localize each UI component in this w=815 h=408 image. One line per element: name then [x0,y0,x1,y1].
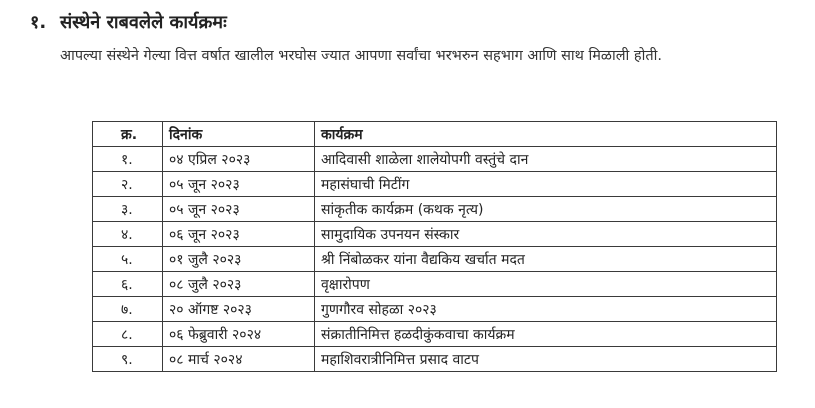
cell-program: संक्रातीनिमित्त हळदीकुंकवाचा कार्यक्रम [315,322,777,347]
cell-serial: २. [93,172,163,197]
table-row [93,297,777,322]
cell-program: आदिवासी शाळेला शालेयोपगी वस्तुंचे दान [315,147,777,172]
header-date: दिनांक [163,122,315,147]
cell-program: श्री निंबोळकर यांना वैद्यकिय खर्चात मदत [315,247,777,272]
cell-program: गुणगौरव सोहळा २०२३ [315,297,777,322]
cell-date: २० ऑगष्ट २०२३ [163,297,315,322]
intro-paragraph: आपल्या संस्थेने गेल्या वित्त वर्षात खालील भरघोस ज्यात आपणा सर्वांचा भरभरुन सहभाग आणि साथ मिळाली होती. [60,48,662,64]
cell-program: वृक्षारोपण [315,272,777,297]
table-row [93,197,777,222]
cell-serial: ३. [93,197,163,222]
table-header-row [93,122,777,147]
cell-date: ०५ जून २०२३ [163,197,315,222]
section-number: १. [30,12,47,33]
table-row [93,322,777,347]
cell-serial: ४. [93,222,163,247]
cell-date: ०८ जुलै २०२३ [163,272,315,297]
cell-date: ०६ जून २०२३ [163,222,315,247]
cell-serial: ५. [93,247,163,272]
table-row [93,172,777,197]
header-serial: क्र. [93,122,163,147]
cell-date: ०१ जुलै २०२३ [163,247,315,272]
table-row [93,222,777,247]
table-row [93,247,777,272]
programs-table [92,121,777,372]
cell-serial: ७. [93,297,163,322]
cell-serial: ६. [93,272,163,297]
section-title: संस्थेने राबवलेले कार्यक्रमः [60,12,227,33]
cell-date: ०५ जून २०२३ [163,172,315,197]
cell-date: ०८ मार्च २०२४ [163,347,315,372]
header-program: कार्यक्रम [315,122,777,147]
cell-program: सांकृतीक कार्यक्रम (कथक नृत्य) [315,197,777,222]
table-row [93,272,777,297]
section-heading [30,10,227,34]
cell-serial: ९. [93,347,163,372]
cell-date: ०६ फेब्रुवारी २०२४ [163,322,315,347]
cell-program: सामुदायिक उपनयन संस्कार [315,222,777,247]
cell-program: महासंघाची मिटींग [315,172,777,197]
cell-program: महाशिवरात्रीनिमित्त प्रसाद वाटप [315,347,777,372]
cell-serial: ८. [93,322,163,347]
cell-date: ०४ एप्रिल २०२३ [163,147,315,172]
cell-serial: १. [93,147,163,172]
table-row [93,347,777,372]
table-row [93,147,777,172]
